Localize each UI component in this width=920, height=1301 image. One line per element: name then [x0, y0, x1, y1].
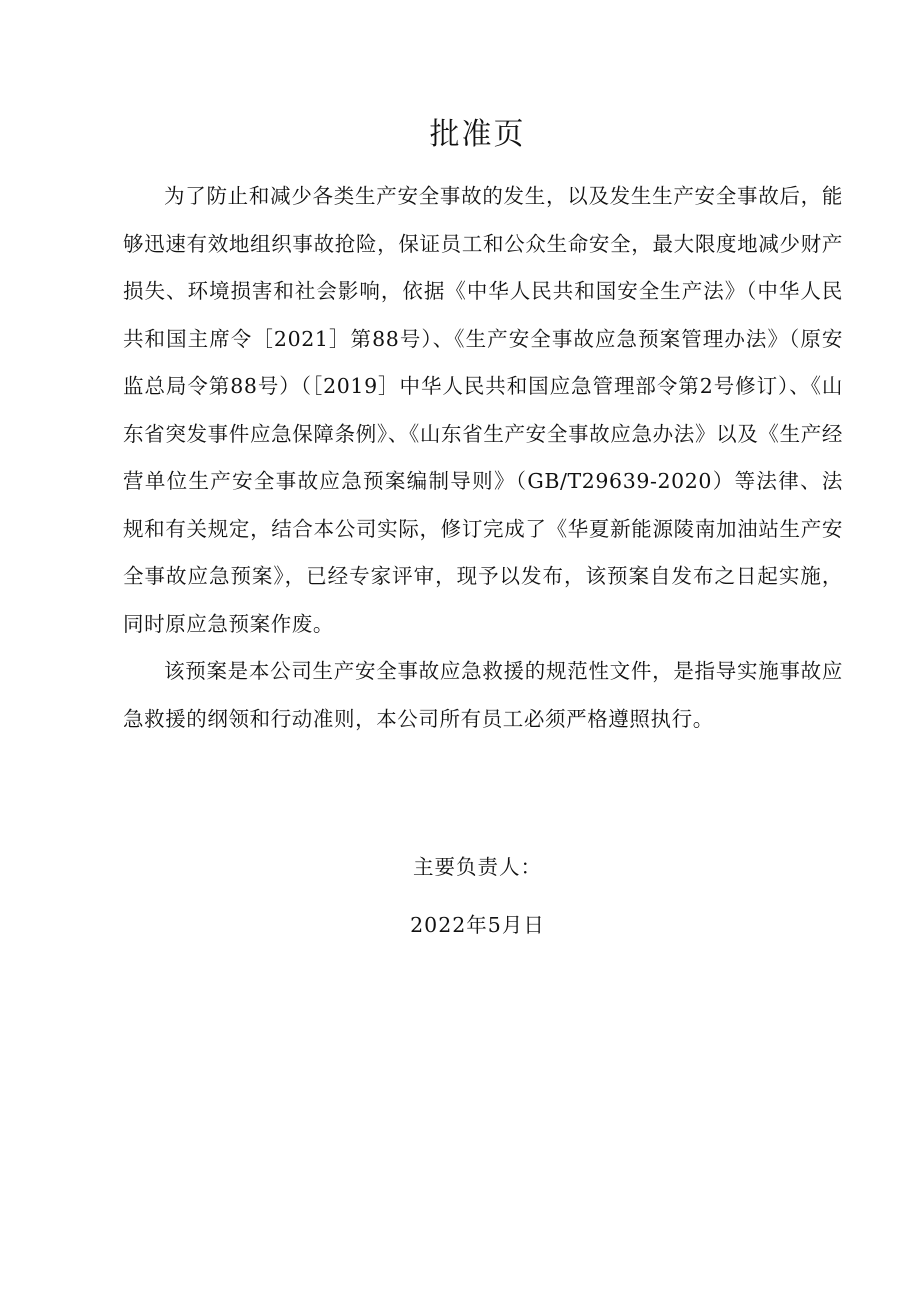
page-title: 批准页 — [429, 117, 526, 152]
paragraph-approval-basis: 为了防止和减少各类生产安全事故的发生，以及发生生产安全事故后，能够迅速有效地组织事故抢险，保证员工和公众生命安全，最大限度地减少财产损失、环境损害和社会影响，依据《中华人民共和国安全生产法》（中华人民共和国主席令［2021］第88号）、《生产安全事故应急预案管理办法》（原安监总局令第88号）（［2019］中华人民共和国应急管理部令第2号修订）、《山东省突发事件应急保障条例》、《山东省生产安全事故应急办法》以及《生产经营单位生产安全事故应急预案编制导则》（GB/T29639-2020）等法律、法规和有关规定，结合本公司实际，修订完成了《华夏新能源陵南加油站生产安全事故应急预案》，已经专家评审，现予以发布，该预案自发布之日起实施，同时原应急预案作废。 — [123, 184, 843, 636]
paragraph-binding-statement: 该预案是本公司生产安全事故应急救援的规范性文件，是指导实施事故应急救援的纲领和行动准则，本公司所有员工必须严格遵照执行。 — [123, 659, 843, 731]
body-text — [123, 173, 843, 743]
date-line: 2022年5月日 — [410, 913, 545, 937]
signer-label: 主要负责人： — [413, 855, 542, 879]
